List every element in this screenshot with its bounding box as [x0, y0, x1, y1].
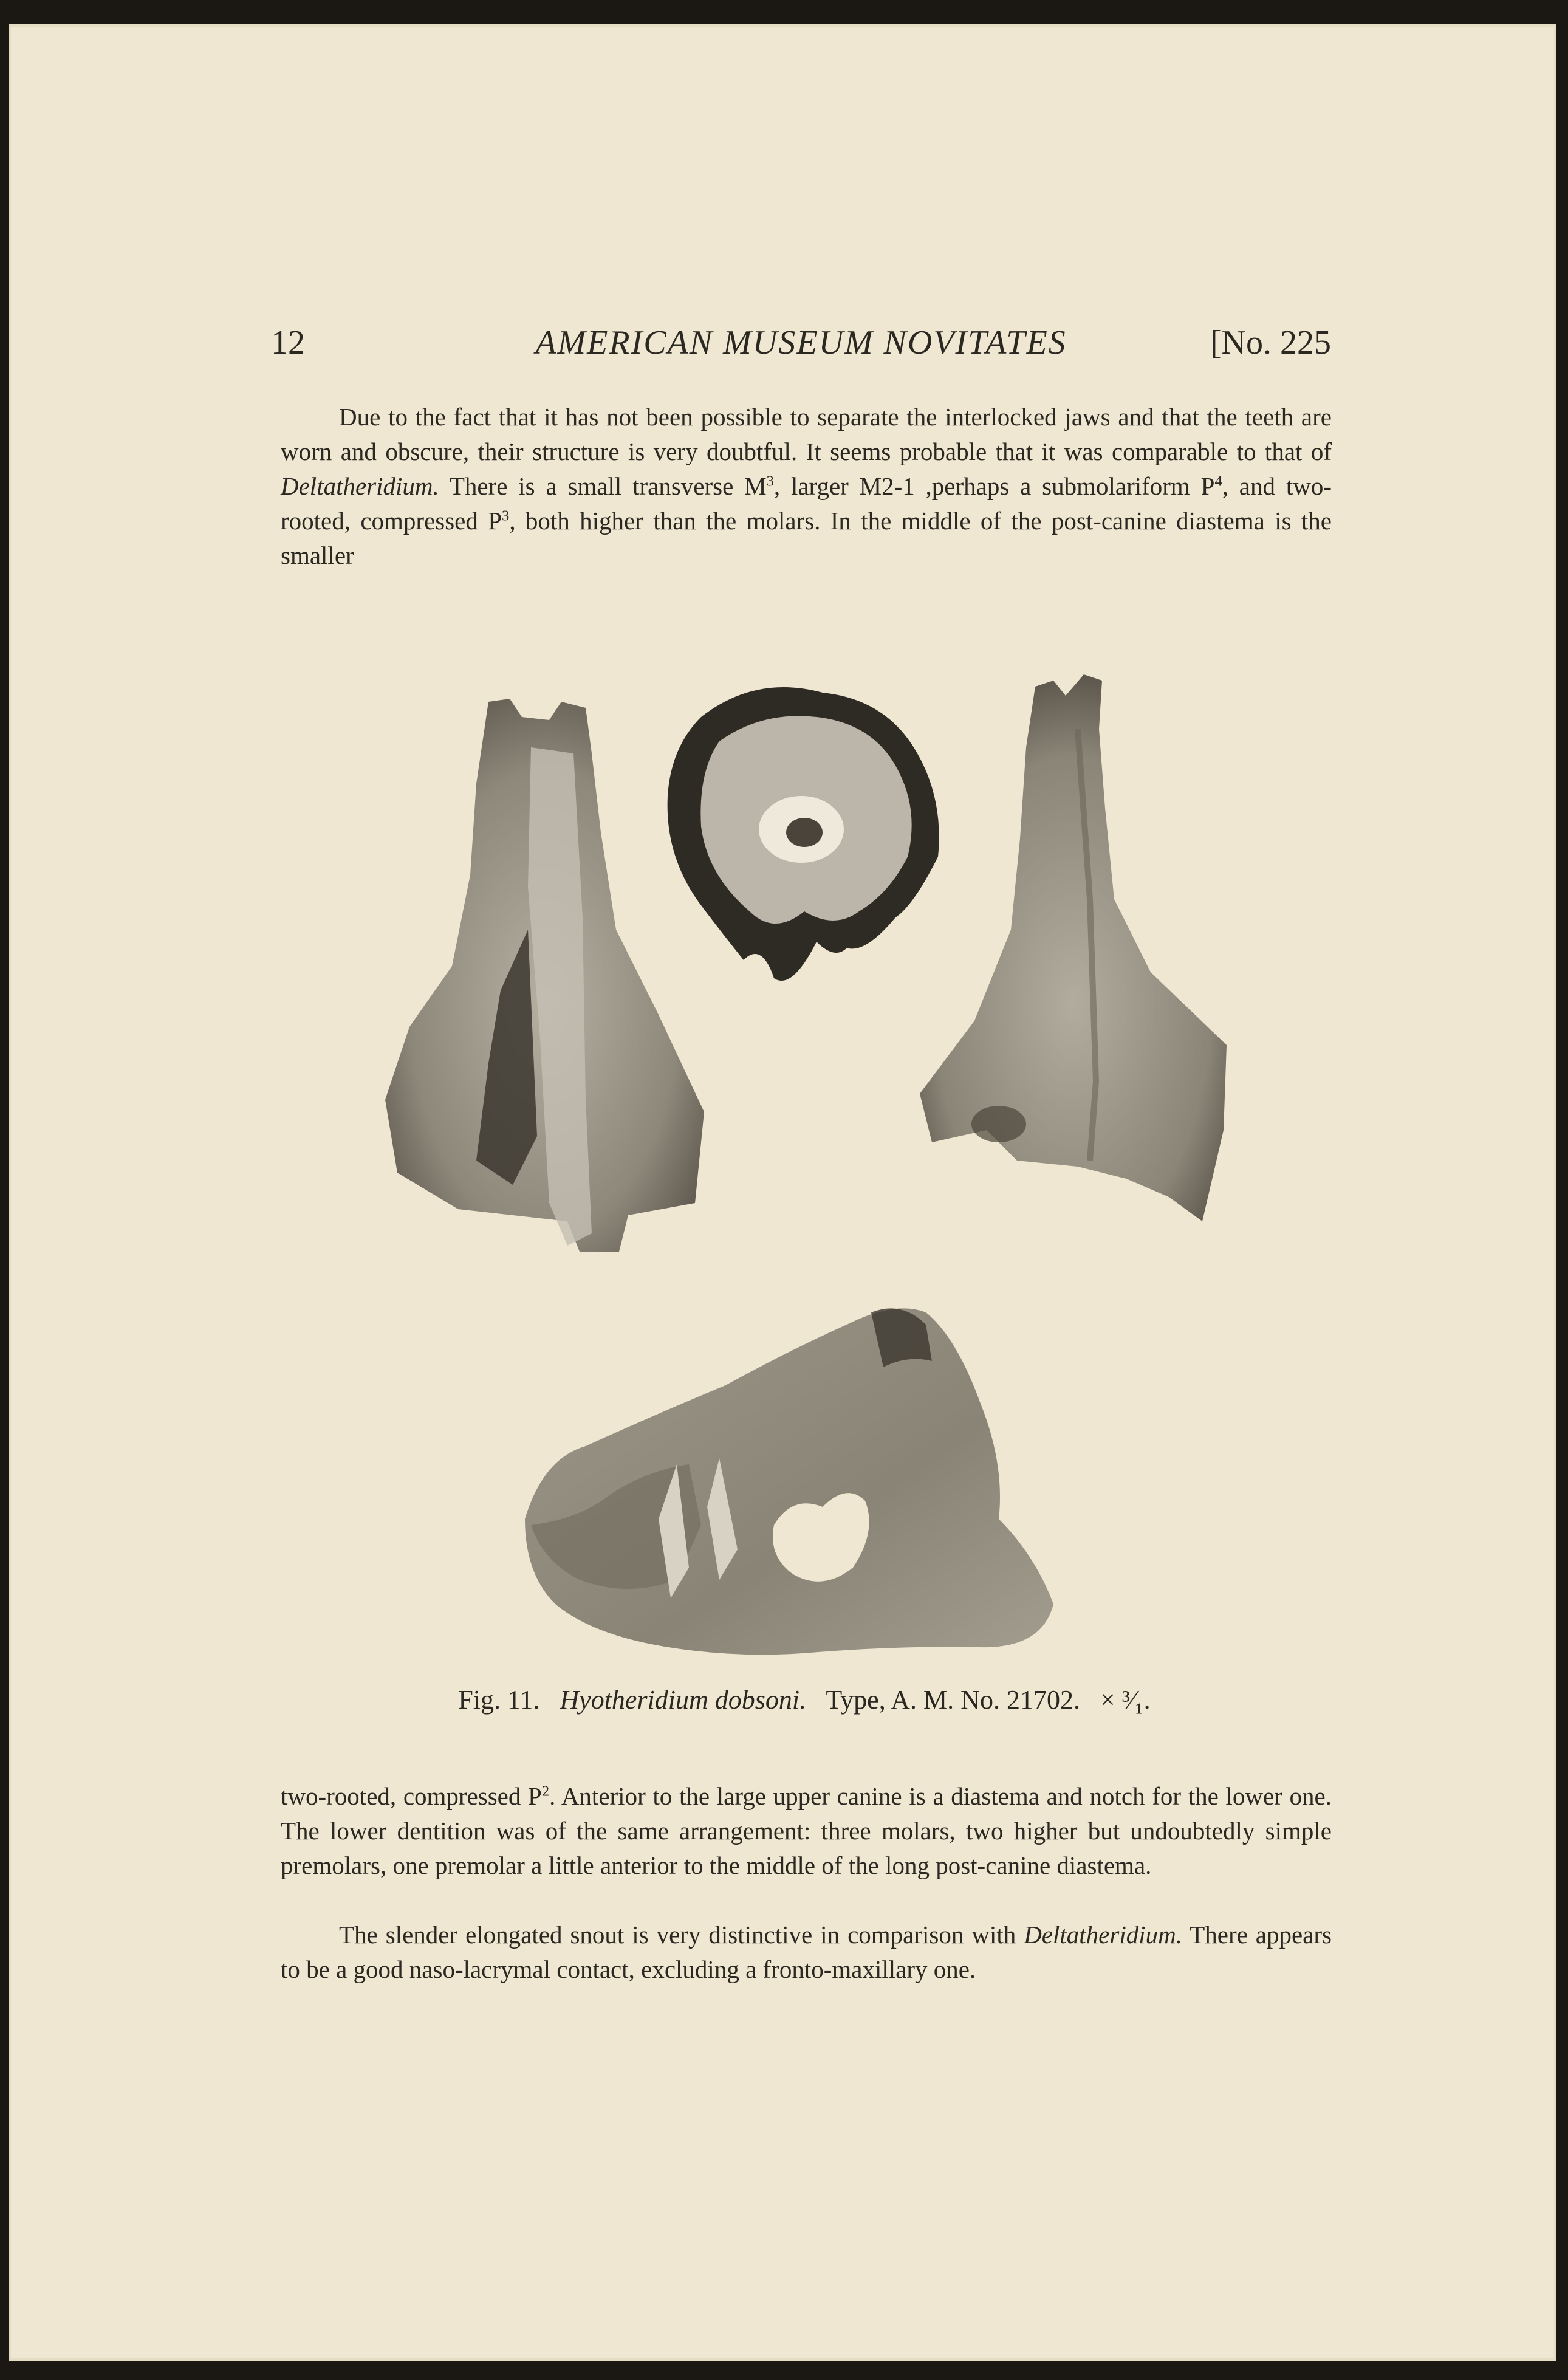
- paragraph-2: two-rooted, compressed $P^2$. Anterior to the large upper canine is a diastema and notch for the lower one. The lower dentition was of the same arrangement: three molars, two higher but undoubtedly simple premolars, one premolar a little anterior to the middle of the long post-canine diastema.: [281, 1782, 1332, 1879]
- running-header: [271, 323, 1331, 366]
- figure-caption: [276, 1684, 1333, 1715]
- genus-name: Deltatheridium.: [1024, 1921, 1182, 1949]
- page: [9, 24, 1556, 2361]
- paragraph-1: Due to the fact that it has not been possible to separate the interlocked jaws and that the teeth are worn and obscure, their structure is very doubtful. It seems probable that it was comparable to that of Deltatheridium. There is a small transverse $M^3$, larger M2-1 ,perhaps a submolariform $P^4$, and two-rooted, compressed $P^3$, both higher than the molars. In the middle of the post-canine diastema is the smaller: [281, 403, 1332, 569]
- fossil-skull-dorsal-view: [895, 656, 1248, 1240]
- paragraph-3: The slender elongated snout is very distinctive in comparison with Deltatheridium. There appears to be a good naso-lacrymal contact, excluding a fronto-maxillary one.: [281, 1921, 1332, 1983]
- page-number: 12: [271, 324, 305, 362]
- type-specimen: Type, A. M. No. 21702.: [826, 1685, 1080, 1715]
- fossil-skull-lateral-view: [507, 1264, 1066, 1665]
- genus-name: Deltatheridium.: [281, 472, 439, 500]
- magnification: × ³⁄₁.: [1100, 1685, 1151, 1715]
- figure-label: Fig. 11.: [458, 1685, 540, 1715]
- journal-title: AMERICAN MUSEUM NOVITATES: [535, 324, 1067, 362]
- species-name: Hyotheridium dobsoni.: [560, 1685, 807, 1715]
- issue-number: [No. 225: [1210, 324, 1331, 362]
